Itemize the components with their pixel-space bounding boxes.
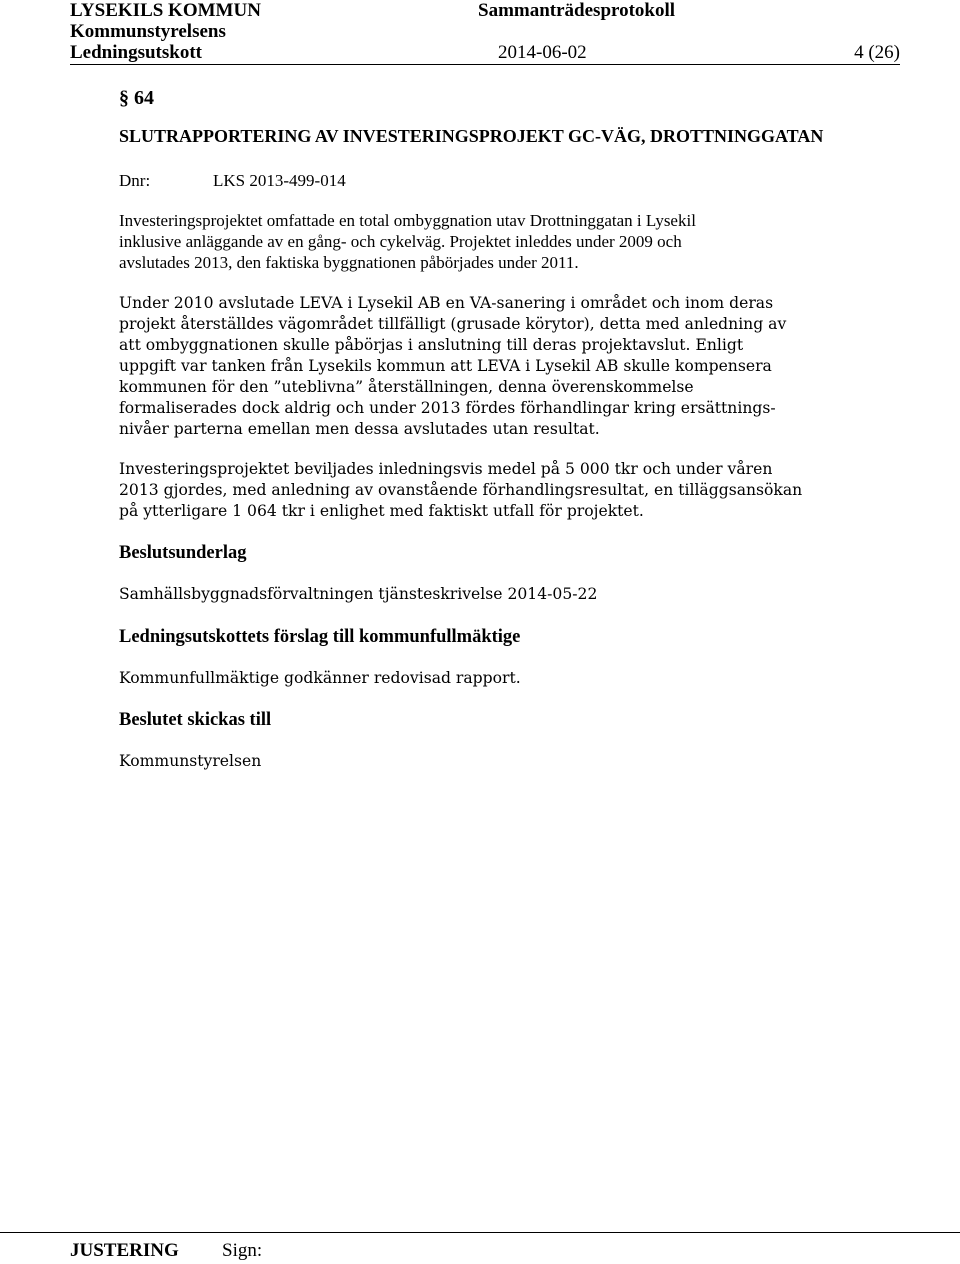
document-footer (70, 1240, 263, 1262)
registration-number (119, 170, 346, 191)
board-name: Kommunstyrelsens (70, 21, 226, 42)
heading-beslutet-skickas: Beslutet skickas till (119, 710, 272, 730)
municipality-name: LYSEKILS KOMMUN (70, 0, 261, 21)
dnr-value: LKS 2013-499-014 (213, 171, 346, 190)
sign-label: Sign: (222, 1240, 263, 1261)
paragraph-leva-background: Under 2010 avslutade LEVA i Lysekil AB en VA-sanering i området och inom deras projekt återställdes vägområdet tillfälligt (grusade körytor), detta med anledning av att ombyggnationen skulle påbörjas i anslutning till deras projektavslut. Enligt uppgift var tanken från Lysekils kommun att LEVA i Lysekil AB skulle kompensera kommunen för den ”uteblivna” återställningen, denna överenskommelse formaliserades dock aldrig och under 2013 fördes förhandlingar kring ersättnings- nivåer parterna emellan men dessa avslutades utan resultat. (119, 294, 787, 438)
header-row-3 (70, 42, 900, 63)
document-header (70, 0, 900, 66)
paragraph-funding: Investeringsprojektet beviljades inledningsvis medel på 5 000 tkr och under våren 2013 gjordes, med anledning av ovanstående förhandlingsresultat, en tilläggsansökan på ytterligare 1 064 tkr i enlighet med faktiskt utfall för projektet. (119, 460, 803, 520)
page-number: 4 (26) (854, 42, 900, 63)
meeting-date: 2014-06-02 (498, 42, 587, 63)
header-divider (70, 64, 900, 65)
header-row-2 (70, 21, 900, 42)
section-number: § 64 (119, 87, 154, 109)
text-beslutsunderlag: Samhällsbyggnadsförvaltningen tjänsteskrivelse 2014-05-22 (119, 585, 598, 603)
document-type: Sammanträdesprotokoll (478, 0, 676, 21)
paragraph-project-summary: Investeringsprojektet omfattade en total ombyggnation utav Drottninggatan i Lysekil inklusive anläggande av en gång- och cykelväg. Projektet inleddes under 2009 och avslutades 2013, den faktiska byggnationen påbörjades under 2011. (119, 211, 696, 272)
heading-forslag: Ledningsutskottets förslag till kommunfullmäktige (119, 627, 521, 647)
heading-beslutsunderlag: Beslutsunderlag (119, 543, 247, 563)
header-row-1 (70, 0, 900, 21)
text-forslag: Kommunfullmäktige godkänner redovisad rapport. (119, 669, 521, 687)
justering-label: JUSTERING (70, 1240, 179, 1261)
footer-divider (0, 1232, 960, 1233)
section-title: SLUTRAPPORTERING AV INVESTERINGSPROJEKT GC-VÄG, DROTTNINGGATAN (119, 126, 824, 146)
text-beslutet-skickas: Kommunstyrelsen (119, 752, 262, 770)
committee-name: Ledningsutskott (70, 42, 202, 63)
dnr-label: Dnr: (119, 171, 151, 190)
